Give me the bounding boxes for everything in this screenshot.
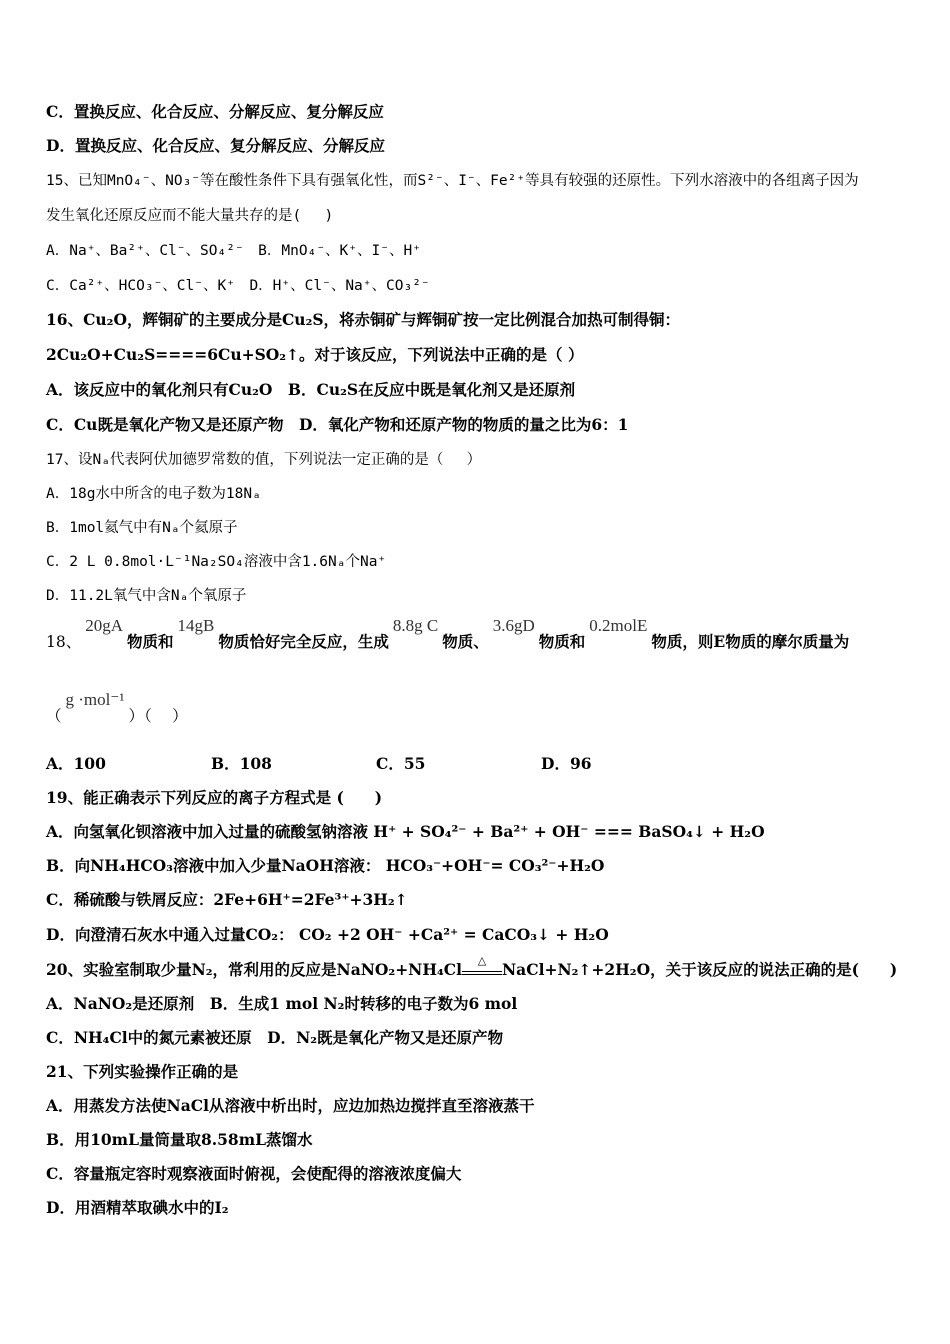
q15-options-cd: C．Ca²⁺、HCO₃⁻、Cl⁻、K⁺ D．H⁺、Cl⁻、Na⁺、CO₃²⁻	[46, 278, 430, 294]
q17-option-b: B．1mol氦气中有Nₐ个氦原子	[46, 520, 238, 536]
q18-text-5: 物质，则E物质的摩尔质量为	[651, 632, 850, 651]
q18-unit-close: ）（ ）	[128, 707, 188, 725]
q17-option-a: A．18g水中所含的电子数为18Nₐ	[46, 486, 261, 502]
q19-stem: 19、能正确表示下列反应的离子方程式是 ( )	[46, 788, 383, 807]
q20-stem	[46, 954, 910, 980]
q21-option-a: A．用蒸发方法使NaCl从溶液中析出时，应边加热边搅拌直至溶液蒸干	[46, 1096, 535, 1115]
q18-unit-open: （	[46, 707, 62, 725]
q18-option-b: B．108	[211, 754, 272, 773]
q18-mass-d: 3.6gD	[492, 616, 535, 635]
q18-amount-e: 0.2molE	[589, 616, 648, 635]
q18-unit: g ·mol⁻¹	[65, 690, 125, 709]
q16-stem-line2: 2Cu₂O+Cu₂S====6Cu+SO₂↑。对于该反应，下列说法中正确的是（ ）	[46, 345, 584, 364]
q18-option-d: D．96	[541, 754, 592, 773]
q18-text-1: 物质和	[127, 632, 174, 651]
q18-mass-c: 8.8g C	[392, 616, 439, 635]
q20-options-cd: C．NH₄Cl中的氮元素被还原 D．N₂既是氧化产物又是还原产物	[46, 1028, 504, 1047]
q17-option-c: C．2 L 0.8mol·L⁻¹Na₂SO₄溶液中含1.6Nₐ个Na⁺	[46, 554, 387, 570]
q20-stem-pre: 20、实验室制取少量N₂，常利用的反应是NaNO₂+NH₄Cl	[46, 960, 463, 979]
q15-options-ab: A．Na⁺、Ba²⁺、Cl⁻、SO₄²⁻ B．MnO₄⁻、K⁺、I⁻、H⁺	[46, 243, 421, 259]
q21-option-d: D．用酒精萃取碘水中的I₂	[46, 1198, 229, 1217]
q17-stem: 17、设Nₐ代表阿伏加德罗常数的值，下列说法一定正确的是（ ）	[46, 452, 482, 468]
q14-option-c: C．置换反应、化合反应、分解反应、复分解反应	[46, 102, 384, 121]
q21-option-b: B．用10mL量筒量取8.58mL蒸馏水	[46, 1130, 313, 1149]
q18-unit-line	[46, 690, 910, 726]
q15-stem-line1: 15、已知MnO₄⁻、NO₃⁻等在酸性条件下具有强氧化性，而S²⁻、I⁻、Fe²⁺等具有较强的还原性。下列水溶液中的各组离子因为	[46, 173, 859, 189]
q18-option-c: C．55	[376, 754, 426, 773]
q18-option-a: A．100	[46, 754, 106, 773]
q18-text-3: 物质、	[442, 632, 489, 651]
q18-mass-b: 14gB	[177, 616, 215, 635]
q19-option-a: A．向氢氧化钡溶液中加入过量的硫酸氢钠溶液 H⁺ + SO₄²⁻ + Ba²⁺ + OH⁻ === BaSO₄↓ + H₂O	[46, 822, 765, 841]
q21-option-c: C．容量瓶定容时观察液面时俯视，会使配得的溶液浓度偏大	[46, 1164, 462, 1183]
q21-stem: 21、下列实验操作正确的是	[46, 1062, 239, 1081]
q19-option-d: D．向澄清石灰水中通入过量CO₂： CO₂ +2 OH⁻ +Ca²⁺ = CaCO₃↓ + H₂O	[46, 925, 609, 944]
delta-symbol: △	[477, 954, 487, 967]
q20-stem-post: NaCl+N₂↑+2H₂O，关于该反应的说法正确的是( )	[502, 960, 898, 979]
q18-stem	[46, 616, 910, 652]
q18-text-2: 物质恰好完全反应，生成	[218, 632, 389, 651]
q16-options-ab: A．该反应中的氧化剂只有Cu₂O B．Cu₂S在反应中既是氧化剂又是还原剂	[46, 380, 576, 399]
q18-options	[46, 754, 910, 774]
q16-options-cd: C．Cu既是氧化产物又是还原产物 D．氧化产物和还原产物的物质的量之比为6：1	[46, 415, 629, 434]
q18-number: 18、	[46, 633, 82, 651]
q19-option-b: B．向NH₄HCO₃溶液中加入少量NaOH溶液： HCO₃⁻+OH⁻= CO₃²⁻+H₂O	[46, 856, 605, 875]
q19-option-c: C．稀硫酸与铁屑反应：2Fe+6H⁺=2Fe³⁺+3H₂↑	[46, 890, 408, 909]
q14-option-d: D．置换反应、化合反应、复分解反应、分解反应	[46, 136, 385, 155]
heat-condition-arrow	[462, 954, 502, 975]
q20-options-ab: A．NaNO₂是还原剂 B．生成1 mol N₂时转移的电子数为6 mol	[46, 994, 518, 1013]
q18-text-4: 物质和	[538, 632, 586, 651]
q18-mass-a: 20gA	[85, 616, 124, 635]
q16-stem-line1: 16、Cu₂O，辉铜矿的主要成分是Cu₂S，将赤铜矿与辉铜矿按一定比例混合加热可制得铜：	[46, 310, 681, 329]
q17-option-d: D．11.2L氧气中含Nₐ个氧原子	[46, 588, 247, 604]
q15-stem-line2: 发生氧化还原反应而不能大量共存的是( )	[46, 208, 334, 224]
